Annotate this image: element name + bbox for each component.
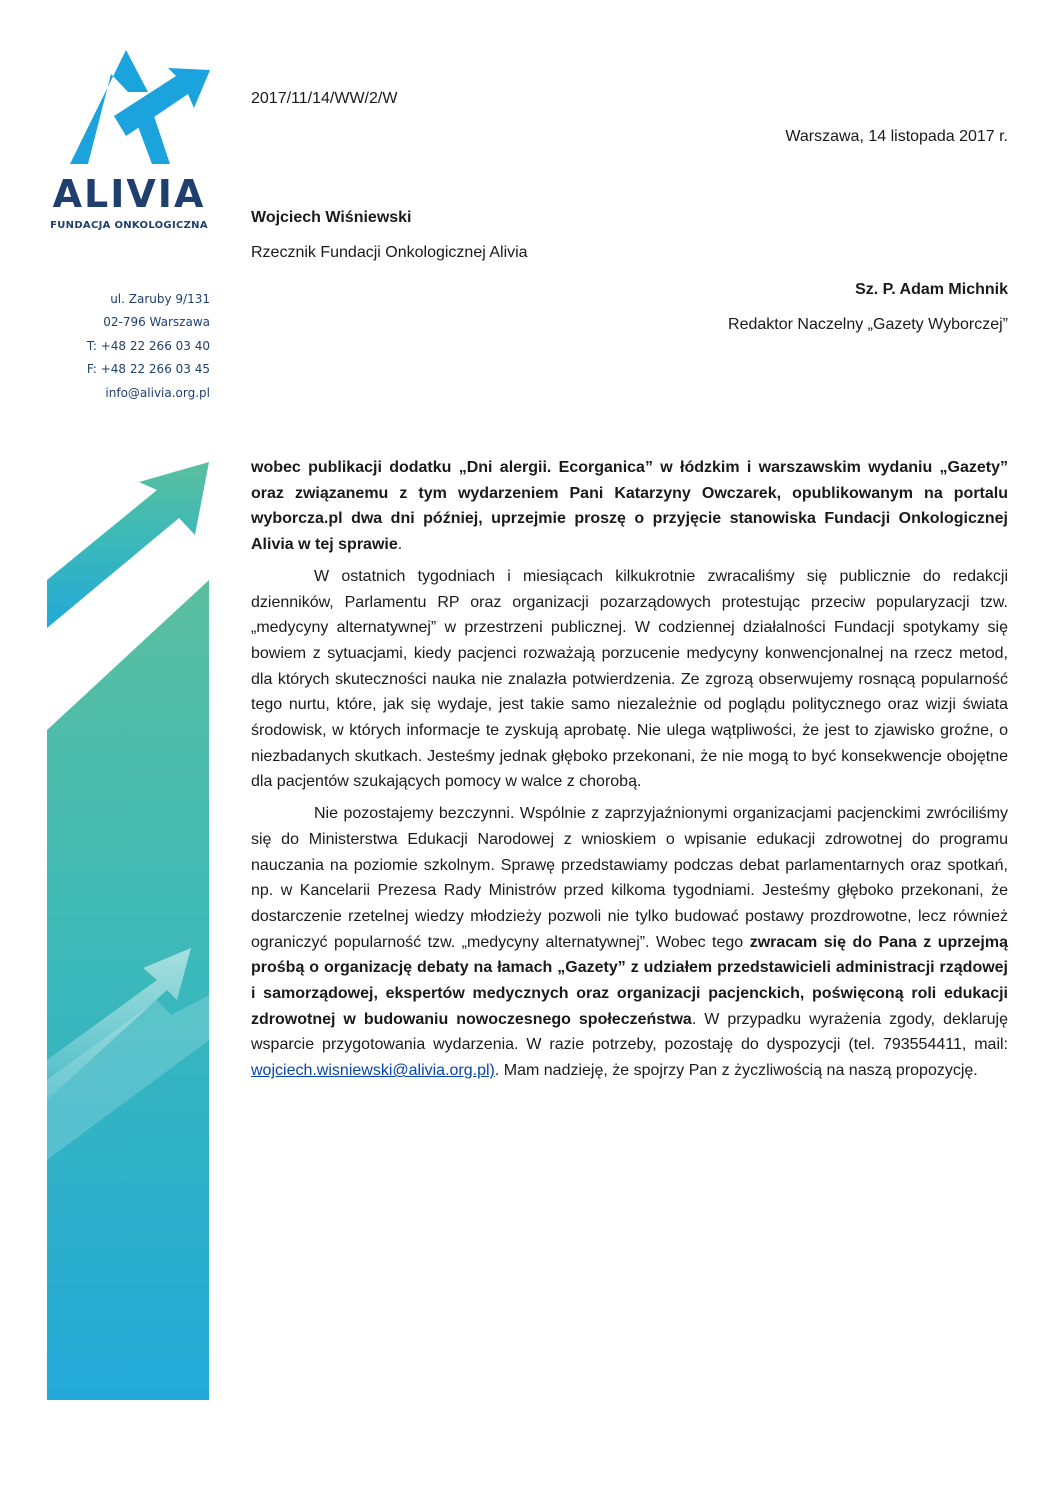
paragraph-intro-bold: wobec publikacji dodatku „Dni alergii. Ecorganica” w łódzkim i warszawskim wydaniu „Gazety” oraz związanemu z tym wydarzeniem Pani Katarzyny Owczarek, opublikowanym na portalu wyborcza.pl dwa dni później, uprzejmie proszę o przyjęcie stanowiska Fundacji Onkologicznej Alivia w tej sprawie: [251, 459, 1008, 554]
decorative-arrows-graphic: [47, 460, 212, 1400]
place-and-date: Warszawa, 14 listopada 2017 r.: [785, 128, 1008, 145]
sender-title: Rzecznik Fundacji Onkologicznej Alivia: [251, 244, 528, 261]
contact-phone: T: +48 22 266 03 40: [86, 338, 210, 353]
contact-street: ul. Zaruby 9/131: [110, 292, 210, 306]
alivia-logo: [44, 46, 214, 236]
document-reference: 2017/11/14/WW/2/W: [251, 90, 398, 107]
contact-city: 02-796 Warszawa: [103, 315, 210, 330]
alivia-arrow-logo-icon: [64, 46, 214, 168]
paragraph-request: [251, 801, 1008, 1084]
recipient-block: [728, 272, 1008, 342]
recipient-name: Sz. P. Adam Michnik: [855, 281, 1008, 298]
contact-email: info@alivia.org.pl: [105, 385, 210, 400]
letter-body: [251, 455, 1008, 1084]
paragraph-request-b: . W przypadku wyrażenia zgody, deklaruję wsparcie przygotowania wydarzenia. W razie potrzeby, pozostaję do dyspozycji (tel. 793554411, mail:: [251, 1010, 1008, 1054]
brand-subtitle: FUNDACJA ONKOLOGICZNA: [50, 220, 208, 231]
contact-fax: F: +48 22 266 03 45: [86, 362, 210, 377]
contact-block: [60, 288, 210, 405]
paragraph-request-c: . Mam nadzieję, że spojrzy Pan z życzliwością na naszą propozycję.: [494, 1062, 978, 1080]
brand-name: ALIVIA: [52, 172, 206, 216]
sender-block: [251, 200, 528, 270]
paragraph-request-bold: zwracam się do Pana z uprzejmą prośbą o organizację debaty na łamach „Gazety” z udziałem przedstawicieli administracji rządowej i samorządowej, ekspertów medycznych oraz organizacji pacjenckich, poświęconą roli edukacji zdrowotnej w budowaniu nowoczesnego społeczeństwa: [251, 933, 1009, 1028]
paragraph-intro: [251, 455, 1008, 558]
email-link[interactable]: wojciech.wisniewski@alivia.org.pl): [251, 1062, 495, 1080]
sender-name: Wojciech Wiśniewski: [251, 209, 412, 226]
recipient-title: Redaktor Naczelny „Gazety Wyborczej”: [728, 316, 1008, 333]
paragraph-intro-end: .: [397, 536, 403, 554]
paragraph-context: W ostatnich tygodniach i miesiącach kilkukrotnie zwracaliśmy się publicznie do redakcji dzienników, Parlamentu RP oraz organizacji pozarządowych protestując przeciw popularyzacji tzw. „medycyny alternatywnej” w przestrzeni publicznej. W codziennej działalności Fundacji spotykamy się bowiem z sytuacjami, kiedy pacjenci rozważają porzucenie medycyny konwencjonalnej na rzecz metod, dla których skuteczności nauka nie znalazła potwierdzenia. Ze zgrozą obserwujemy rosnącą popularność tego nurtu, które, jak się wydaje, jest takie samo niezależnie od poglądu politycznego oraz wizji świata środowisk, w których informacje te zyskują aprobatę. Nie ulega wątpliwości, że jest to zjawisko groźne, o niezbadanych skutkach. Jesteśmy jednak głęboko przekonani, że nie mogą to być konsekwencje obojętne dla pacjentów szukających pomocy w walce z chorobą.: [251, 567, 1008, 791]
paragraph-request-a: Nie pozostajemy bezczynni. Wspólnie z zaprzyjaźnionymi organizacjami pacjenckimi zwróciliśmy się do Ministerstwa Edukacji Narodowej z wnioskiem o wpisanie edukacji zdrowotnej do programu nauczania na poziomie szkolnym. Sprawę przedstawiamy podczas debat parlamentarnych oraz spotkań, np. w Kancelarii Prezesa Rady Ministrów przed kilkoma tygodniami. Jesteśmy głęboko przekonani, że dostarczenie rzetelnej wiedzy młodzieży pozwoli nie tylko budować postawy prozdrowotne, lecz również ograniczyć popularność tzw. „medycyny alternatywnej”. Wobec tego: [251, 805, 1008, 951]
